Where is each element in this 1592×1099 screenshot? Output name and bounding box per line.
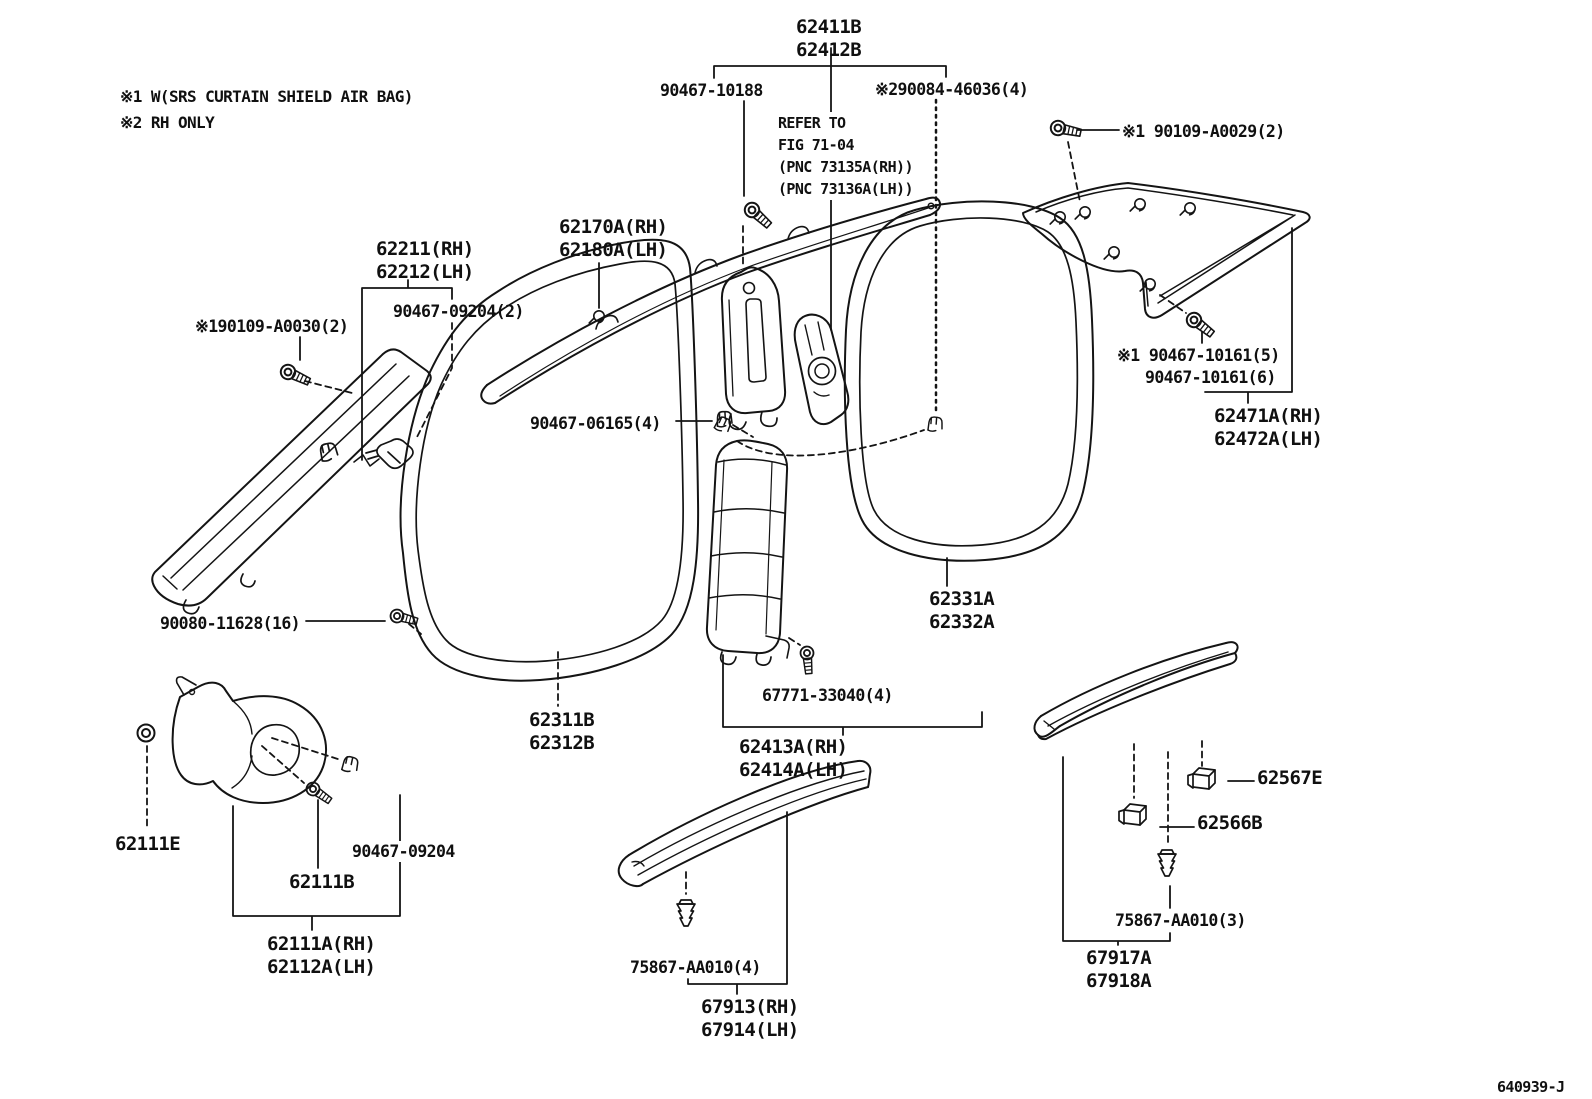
label-190109-A0030-line0: ※190109-A0030(2) bbox=[195, 317, 349, 336]
label-drawing-code-line0: 640939-J bbox=[1497, 1078, 1565, 1096]
label-90467-06165 bbox=[530, 413, 661, 434]
label-62471A-line0: 62471A(RH) bbox=[1214, 405, 1323, 427]
label-67771-33040-line0: 67771-33040(4) bbox=[762, 686, 893, 705]
label-67917A-line0: 67917A bbox=[1086, 947, 1152, 969]
label-note-1-line0: ※1 W(SRS CURTAIN SHIELD AIR BAG) bbox=[120, 87, 413, 106]
label-62566B bbox=[1197, 812, 1262, 835]
label-190109-A0030 bbox=[195, 316, 348, 337]
label-75867-AA010-3 bbox=[1115, 910, 1246, 931]
label-67917A bbox=[1086, 947, 1151, 993]
label-62211-line1: 62212(LH) bbox=[376, 261, 474, 283]
label-90467-10188 bbox=[660, 80, 763, 101]
label-62411B-line1: 62412B bbox=[796, 39, 862, 61]
label-62567E-line0: 62567E bbox=[1257, 767, 1323, 789]
label-note-2 bbox=[120, 110, 214, 136]
label-67771-33040 bbox=[762, 685, 893, 706]
label-62331A-line0: 62331A bbox=[929, 588, 995, 610]
label-90467-10161-5 bbox=[1117, 345, 1280, 366]
label-62111A-line0: 62111A(RH) bbox=[267, 933, 376, 955]
label-62471A bbox=[1214, 405, 1322, 451]
label-90084-46036 bbox=[875, 79, 1028, 100]
label-90467-10188-line0: 90467-10188 bbox=[660, 81, 763, 100]
label-62413A bbox=[739, 736, 847, 782]
label-62170A-line0: 62170A(RH) bbox=[559, 216, 668, 238]
label-90467-10161-6-line0: 90467-10161(6) bbox=[1145, 368, 1276, 387]
label-90467-09204 bbox=[350, 841, 457, 862]
label-62111E bbox=[115, 833, 180, 856]
label-62331A bbox=[929, 588, 994, 634]
label-62311B bbox=[529, 709, 594, 755]
label-90467-09204-2 bbox=[393, 301, 524, 322]
label-62170A-line1: 62180A(LH) bbox=[559, 239, 668, 261]
label-refer-note-line2: (PNC 73135A(RH)) bbox=[778, 158, 913, 176]
label-75867-AA010-4 bbox=[630, 957, 761, 978]
label-75867-AA010-4-line0: 75867-AA010(4) bbox=[630, 958, 761, 977]
label-67917A-line1: 67918A bbox=[1086, 970, 1152, 992]
label-62311B-line1: 62312B bbox=[529, 732, 595, 754]
label-drawing-code bbox=[1497, 1078, 1564, 1096]
label-refer-note-line0: REFER TO bbox=[778, 114, 846, 132]
label-refer-note-line1: FIG 71-04 bbox=[778, 136, 854, 154]
label-90467-09204-line0: 90467-09204 bbox=[352, 842, 455, 861]
label-62411B-line0: 62411B bbox=[796, 16, 862, 38]
label-note-2-line0: ※2 RH ONLY bbox=[120, 113, 215, 132]
label-62567E bbox=[1257, 767, 1322, 790]
label-62111A-line1: 62112A(LH) bbox=[267, 956, 376, 978]
label-62413A-line1: 62414A(LH) bbox=[739, 759, 848, 781]
label-90084-46036-line0: ※290084-46036(4) bbox=[875, 80, 1029, 99]
label-62170A bbox=[559, 216, 667, 262]
label-90467-06165-line0: 90467-06165(4) bbox=[530, 414, 661, 433]
label-62411B bbox=[796, 16, 861, 62]
label-62111B-line0: 62111B bbox=[289, 871, 355, 893]
label-90467-10161-6 bbox=[1145, 367, 1276, 388]
label-62331A-line1: 62332A bbox=[929, 611, 995, 633]
label-note-1 bbox=[120, 84, 413, 110]
label-62471A-line1: 62472A(LH) bbox=[1214, 428, 1323, 450]
label-62111E-line0: 62111E bbox=[115, 833, 181, 855]
label-90080-11628 bbox=[160, 613, 300, 634]
label-67913-line1: 67914(LH) bbox=[701, 1019, 799, 1041]
label-90467-09204-2-line0: 90467-09204(2) bbox=[393, 302, 524, 321]
label-62111B bbox=[289, 871, 354, 894]
label-67913 bbox=[701, 996, 799, 1042]
label-62211 bbox=[376, 238, 474, 284]
label-90109-A0029-line0: ※1 90109-A0029(2) bbox=[1122, 122, 1285, 141]
label-90467-10161-5-line0: ※1 90467-10161(5) bbox=[1117, 346, 1280, 365]
label-62311B-line0: 62311B bbox=[529, 709, 595, 731]
label-62211-line0: 62211(RH) bbox=[376, 238, 474, 260]
label-75867-AA010-3-line0: 75867-AA010(3) bbox=[1115, 911, 1246, 930]
label-90109-A0029 bbox=[1122, 121, 1285, 142]
label-refer-note-line3: (PNC 73136A(LH)) bbox=[778, 180, 913, 198]
label-62111A bbox=[267, 933, 375, 979]
label-refer-note bbox=[776, 112, 915, 200]
label-67913-line0: 67913(RH) bbox=[701, 996, 799, 1018]
label-90080-11628-line0: 90080-11628(16) bbox=[160, 614, 301, 633]
label-62566B-line0: 62566B bbox=[1197, 812, 1263, 834]
label-62413A-line0: 62413A(RH) bbox=[739, 736, 848, 758]
